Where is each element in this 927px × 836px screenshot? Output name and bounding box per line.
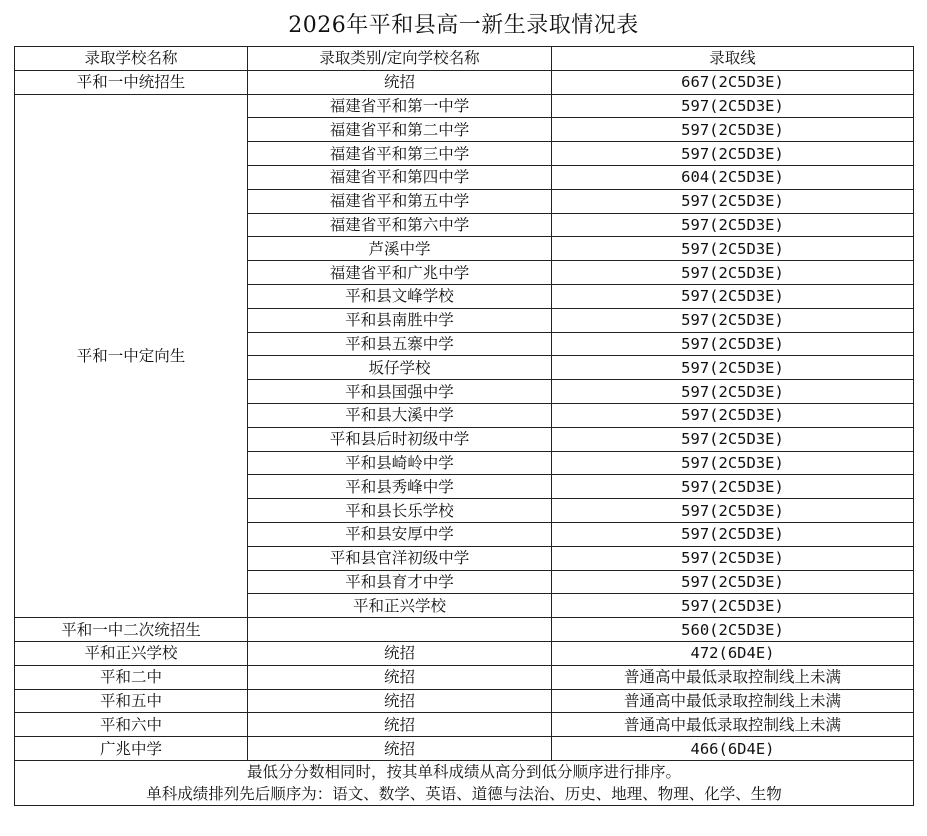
score-cell: 597(2C5D3E): [552, 403, 914, 427]
category-cell: 统招: [248, 641, 552, 665]
score-cell: 597(2C5D3E): [552, 284, 914, 308]
score-cell: 597(2C5D3E): [552, 499, 914, 523]
table-row: [15, 70, 914, 94]
category-cell: 平和县五寨中学: [248, 332, 552, 356]
score-cell: 597(2C5D3E): [552, 475, 914, 499]
category-cell: 平和县文峰学校: [248, 284, 552, 308]
category-cell: 统招: [248, 70, 552, 94]
category-cell: 平和县长乐学校: [248, 499, 552, 523]
header-school: 录取学校名称: [15, 47, 248, 71]
category-cell: 福建省平和第三中学: [248, 142, 552, 166]
category-cell: 平和正兴学校: [248, 594, 552, 618]
category-cell: 统招: [248, 689, 552, 713]
category-cell: 平和县南胜中学: [248, 308, 552, 332]
table-row: [15, 689, 914, 713]
score-cell: 597(2C5D3E): [552, 380, 914, 404]
score-cell: 560(2C5D3E): [552, 618, 914, 642]
category-cell: 统招: [248, 665, 552, 689]
score-cell: 597(2C5D3E): [552, 546, 914, 570]
school-cell: 平和五中: [15, 689, 248, 713]
score-cell: 597(2C5D3E): [552, 213, 914, 237]
school-cell: 平和一中二次统招生: [15, 618, 248, 642]
category-cell: 平和县崎岭中学: [248, 451, 552, 475]
directed-group-cell: 平和一中定向生: [15, 94, 248, 618]
category-cell: 统招: [248, 713, 552, 737]
admission-table-body: [15, 47, 914, 806]
category-cell: 福建省平和第六中学: [248, 213, 552, 237]
school-cell: 广兆中学: [15, 737, 248, 761]
category-cell: [248, 618, 552, 642]
category-cell: 统招: [248, 737, 552, 761]
score-cell: 466(6D4E): [552, 737, 914, 761]
score-cell: 597(2C5D3E): [552, 427, 914, 451]
score-cell: 597(2C5D3E): [552, 522, 914, 546]
score-cell: 普通高中最低录取控制线上未满: [552, 689, 914, 713]
school-cell: 平和六中: [15, 713, 248, 737]
table-row: [15, 713, 914, 737]
category-cell: 福建省平和第一中学: [248, 94, 552, 118]
notes-cell: [15, 760, 914, 805]
note-line: 单科成绩排列先后顺序为：语文、数学、英语、道德与法治、历史、地理、物理、化学、生物: [146, 784, 782, 803]
score-cell: 597(2C5D3E): [552, 356, 914, 380]
score-cell: 604(2C5D3E): [552, 165, 914, 189]
score-cell: 597(2C5D3E): [552, 237, 914, 261]
table-row: [15, 94, 914, 118]
score-cell: 597(2C5D3E): [552, 451, 914, 475]
category-cell: 福建省平和第四中学: [248, 165, 552, 189]
category-cell: 平和县官洋初级中学: [248, 546, 552, 570]
header-row: [15, 47, 914, 71]
score-cell: 普通高中最低录取控制线上未满: [552, 665, 914, 689]
category-cell: 平和县育才中学: [248, 570, 552, 594]
score-cell: 667(2C5D3E): [552, 70, 914, 94]
category-cell: 福建省平和第二中学: [248, 118, 552, 142]
table-row: [15, 618, 914, 642]
category-cell: 芦溪中学: [248, 237, 552, 261]
score-cell: 597(2C5D3E): [552, 332, 914, 356]
header-category: 录取类别/定向学校名称: [248, 47, 552, 71]
school-cell: 平和二中: [15, 665, 248, 689]
score-cell: 597(2C5D3E): [552, 118, 914, 142]
table-row: [15, 665, 914, 689]
score-cell: 597(2C5D3E): [552, 189, 914, 213]
category-cell: 平和县后时初级中学: [248, 427, 552, 451]
category-cell: 平和县秀峰中学: [248, 475, 552, 499]
page-title: 2026年平和县高一新生录取情况表: [288, 13, 639, 38]
notes-row: [15, 760, 914, 805]
category-cell: 福建省平和第五中学: [248, 189, 552, 213]
score-cell: 597(2C5D3E): [552, 142, 914, 166]
school-cell: 平和正兴学校: [15, 641, 248, 665]
score-cell: 597(2C5D3E): [552, 570, 914, 594]
header-score: 录取线: [552, 47, 914, 71]
school-cell: 平和一中统招生: [15, 70, 248, 94]
category-cell: 坂仔学校: [248, 356, 552, 380]
admission-table: [14, 46, 914, 806]
category-cell: 平和县国强中学: [248, 380, 552, 404]
category-cell: 平和县安厚中学: [248, 522, 552, 546]
score-cell: 597(2C5D3E): [552, 594, 914, 618]
score-cell: 472(6D4E): [552, 641, 914, 665]
category-cell: 福建省平和广兆中学: [248, 261, 552, 285]
table-row: [15, 641, 914, 665]
score-cell: 597(2C5D3E): [552, 308, 914, 332]
score-cell: 597(2C5D3E): [552, 94, 914, 118]
score-cell: 普通高中最低录取控制线上未满: [552, 713, 914, 737]
table-row: [15, 737, 914, 761]
note-line: 最低分分数相同时，按其单科成绩从高分到低分顺序进行排序。: [246, 762, 681, 781]
category-cell: 平和县大溪中学: [248, 403, 552, 427]
score-cell: 597(2C5D3E): [552, 261, 914, 285]
